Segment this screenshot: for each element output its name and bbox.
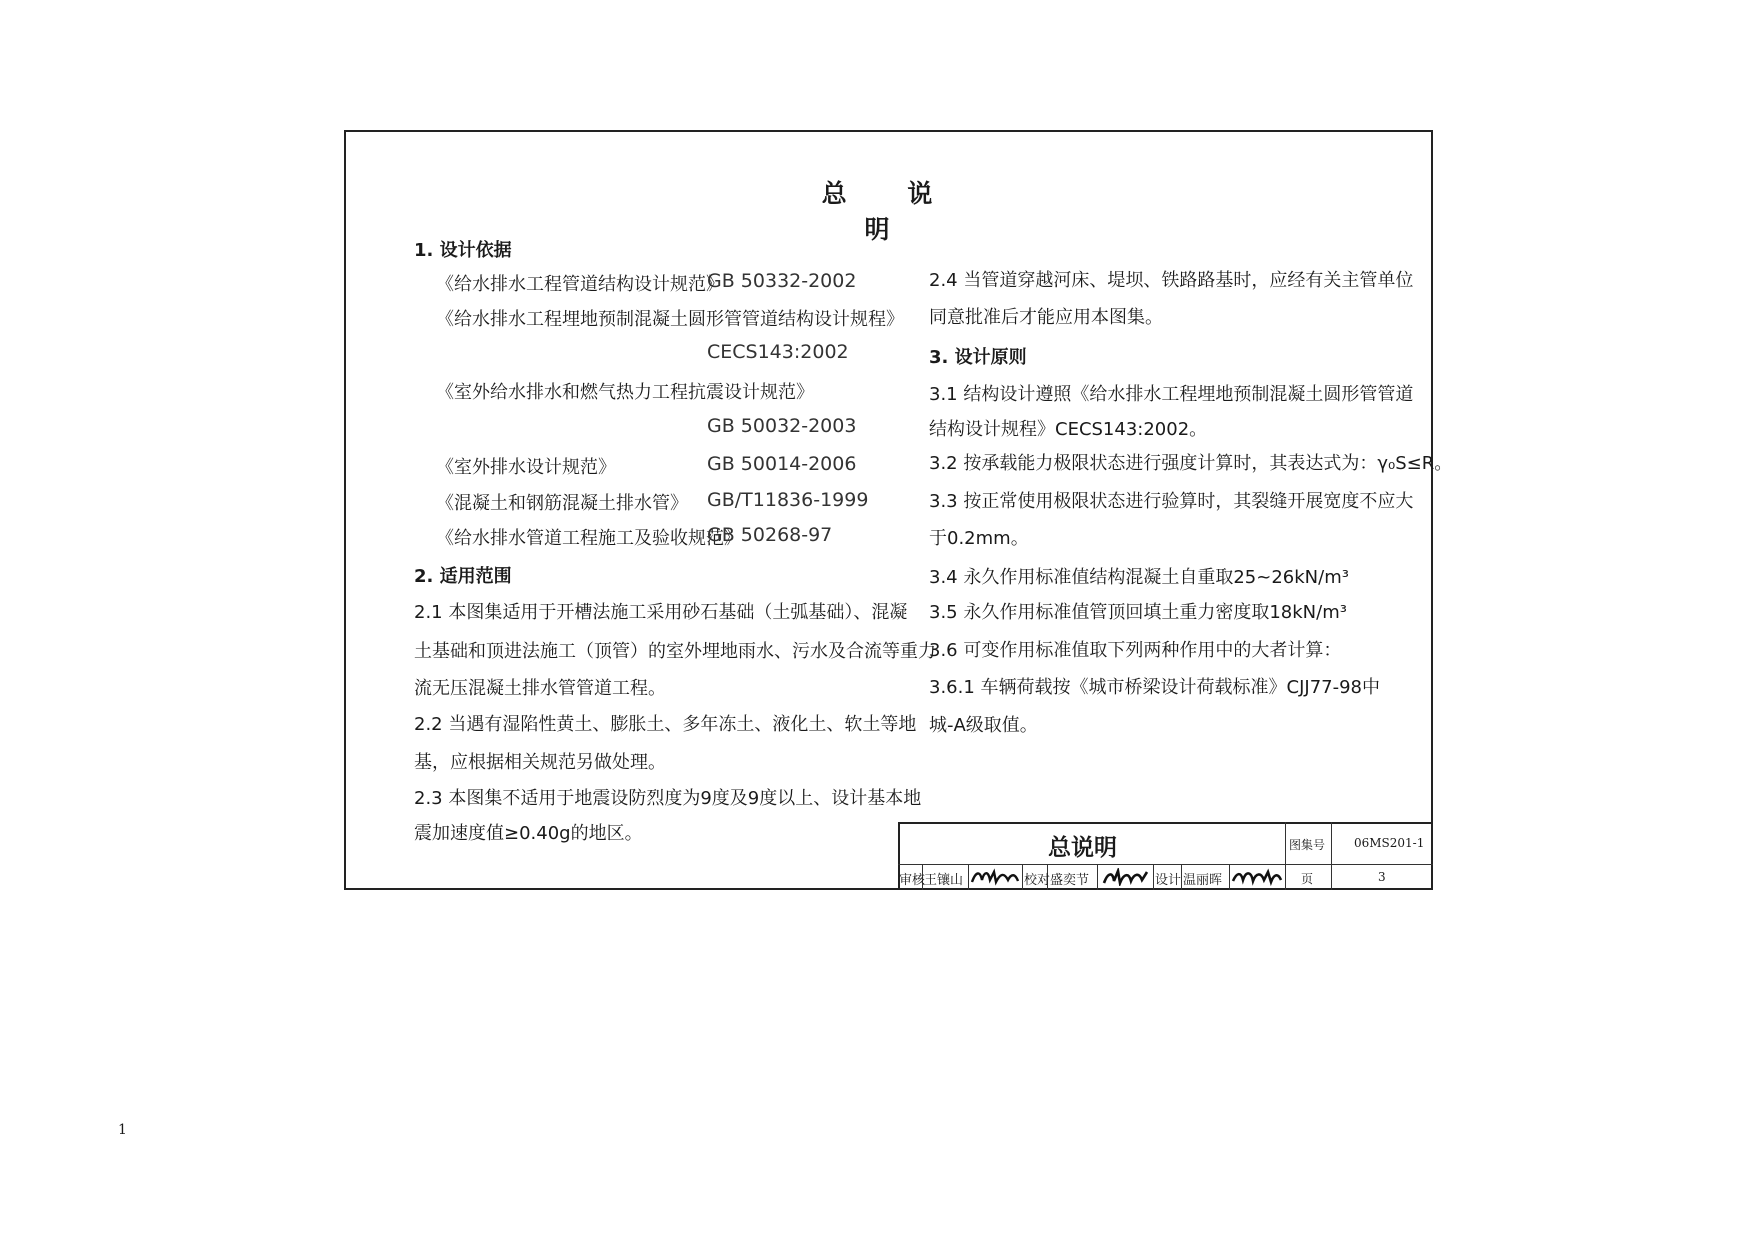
review-label: 审核 bbox=[899, 873, 926, 888]
paragraph-line: 土基础和顶进法施工（顶管）的室外埋地雨水、污水及合流等重力 bbox=[414, 641, 936, 662]
page-number: 3 bbox=[1378, 870, 1386, 884]
check-label: 校对 bbox=[1024, 873, 1051, 888]
paragraph-line: 2.3 本图集不适用于地震设防烈度为9度及9度以上、设计基本地 bbox=[414, 788, 922, 809]
title-block-divider bbox=[1229, 864, 1230, 890]
paragraph-line: 2.1 本图集适用于开槽法施工采用砂石基础（土弧基础）、混凝 bbox=[414, 602, 908, 623]
paragraph-line: 于0.2mm。 bbox=[929, 528, 1029, 549]
paragraph-line: 3.4 永久作用标准值结构混凝土自重取25~26kN/m³ bbox=[929, 567, 1349, 588]
paragraph-line: 3.2 按承载能力极限状态进行强度计算时，其表达式为：γ₀S≤R。 bbox=[929, 453, 1453, 474]
ref-code: GB 50268-97 bbox=[707, 524, 833, 546]
atlas-label: 图集号 bbox=[1289, 838, 1326, 852]
designer-name: 温丽晖 bbox=[1183, 873, 1223, 888]
ref-code: GB/T11836-1999 bbox=[707, 489, 869, 511]
paragraph-line: 2.4 当管道穿越河床、堤坝、铁路路基时，应经有关主管单位 bbox=[929, 270, 1414, 291]
paragraph-line: 同意批准后才能应用本图集。 bbox=[929, 307, 1163, 328]
paragraph-line: 基，应根据相关规范另做处理。 bbox=[414, 752, 666, 773]
page-marker: 1 bbox=[118, 1122, 127, 1138]
ref-code: CECS143:2002 bbox=[707, 341, 849, 363]
ref-name: 《室外排水设计规范》 bbox=[436, 457, 616, 478]
paragraph-line: 震加速度值≥0.40g的地区。 bbox=[414, 823, 643, 844]
section1-heading: 1. 设计依据 bbox=[414, 240, 512, 261]
title-block-divider bbox=[1181, 864, 1182, 890]
title-block-divider bbox=[1097, 864, 1098, 890]
ref-code: GB 50032-2003 bbox=[707, 415, 857, 437]
paragraph-line: 结构设计规程》CECS143:2002。 bbox=[929, 419, 1208, 440]
title-block-divider bbox=[968, 864, 969, 890]
title-block-divider bbox=[898, 864, 1433, 865]
ref-name: 《室外给水排水和燃气热力工程抗震设计规范》 bbox=[436, 382, 814, 403]
paragraph-line: 3.3 按正常使用极限状态进行验算时，其裂缝开展宽度不应大 bbox=[929, 491, 1414, 512]
page-title: 总 说 明 bbox=[821, 179, 959, 244]
ref-name: 《给水排水工程管道结构设计规范》 bbox=[436, 274, 724, 295]
title-block-divider bbox=[1153, 864, 1154, 890]
page-label: 页 bbox=[1301, 872, 1314, 886]
ref-name: 《给水排水工程埋地预制混凝土圆形管管道结构设计规程》 bbox=[436, 309, 904, 330]
paragraph-line: 3.5 永久作用标准值管顶回填土重力密度取18kN/m³ bbox=[929, 602, 1347, 623]
title-block-title: 总说明 bbox=[1048, 835, 1117, 861]
title-block-divider bbox=[1285, 822, 1286, 890]
reviewer-signature bbox=[970, 868, 1020, 886]
checker-name: 盛奕节 bbox=[1050, 873, 1090, 888]
paragraph-line: 3.6.1 车辆荷载按《城市桥梁设计荷载标准》CJJ77-98中 bbox=[929, 677, 1381, 698]
paragraph-line: 城-A级取值。 bbox=[929, 715, 1038, 736]
paragraph-line: 流无压混凝土排水管管道工程。 bbox=[414, 678, 666, 699]
design-label: 设计 bbox=[1155, 873, 1182, 888]
ref-name: 《给水排水管道工程施工及验收规范》 bbox=[436, 528, 742, 549]
title-block-divider bbox=[1331, 822, 1332, 890]
ref-name: 《混凝土和钢筋混凝土排水管》 bbox=[436, 493, 688, 514]
reviewer-name: 王镶山 bbox=[924, 873, 964, 888]
title-block-divider bbox=[1022, 864, 1023, 890]
section3-heading: 3. 设计原则 bbox=[929, 347, 1027, 368]
ref-code: GB 50332-2002 bbox=[707, 270, 857, 292]
ref-code: GB 50014-2006 bbox=[707, 453, 857, 475]
paragraph-line: 3.6 可变作用标准值取下列两种作用中的大者计算： bbox=[929, 640, 1342, 661]
paragraph-line: 3.1 结构设计遵照《给水排水工程埋地预制混凝土圆形管管道 bbox=[929, 384, 1414, 405]
paragraph-line: 2.2 当遇有湿陷性黄土、膨胀土、多年冻土、液化土、软土等地 bbox=[414, 714, 917, 735]
section2-heading: 2. 适用范围 bbox=[414, 566, 512, 587]
designer-signature bbox=[1231, 868, 1283, 886]
checker-signature bbox=[1101, 868, 1151, 886]
atlas-number: 06MS201-1 bbox=[1354, 836, 1425, 850]
